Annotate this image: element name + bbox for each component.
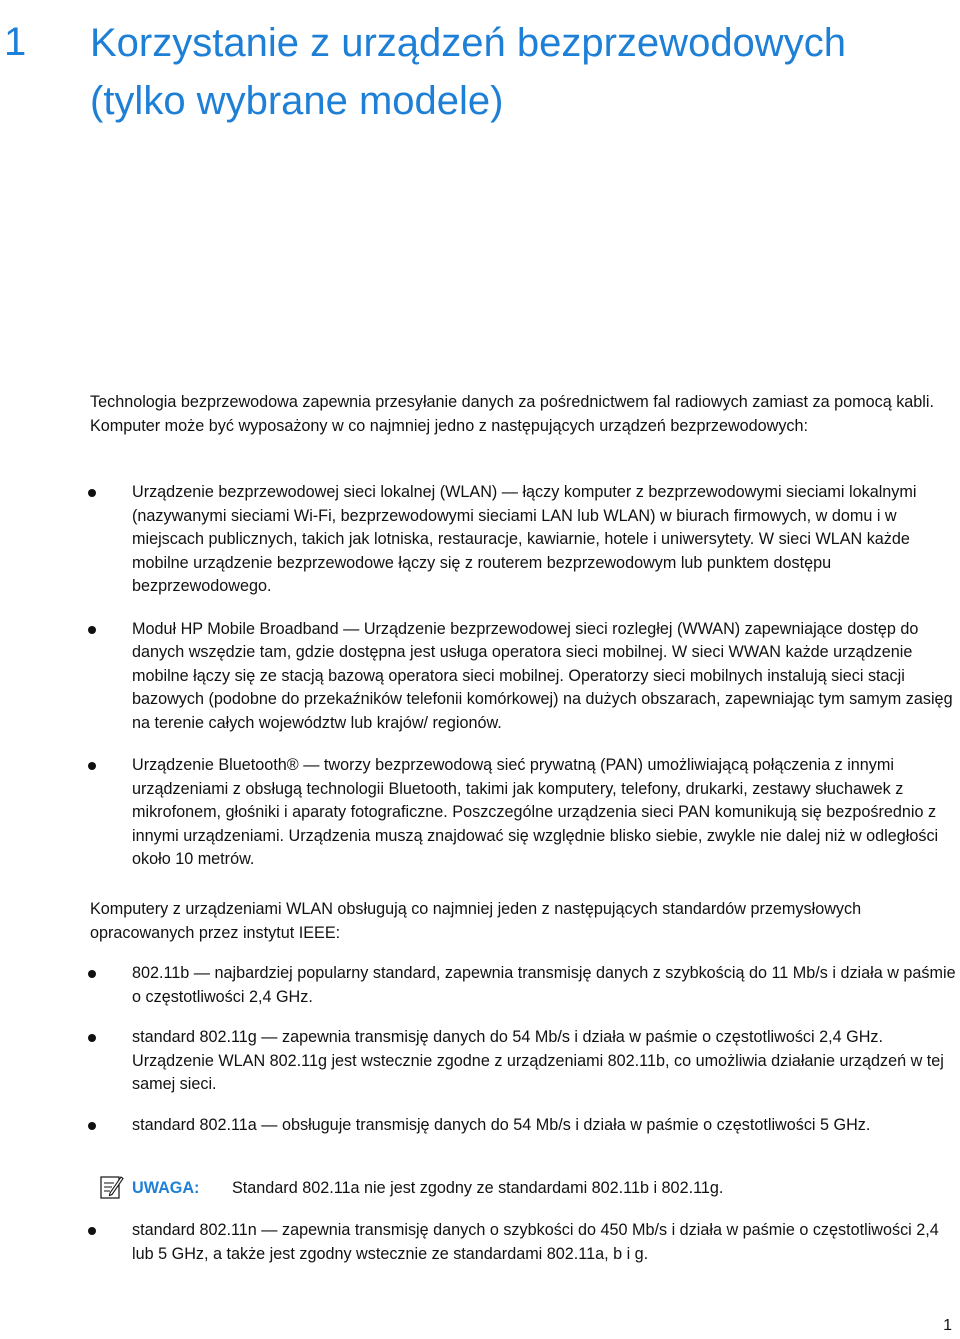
list-item: [0, 1114, 956, 1138]
note-label: UWAGA:: [132, 1179, 200, 1197]
bullet-icon: [88, 1034, 96, 1042]
bullet-icon: [88, 489, 96, 497]
list-item-text: 802.11b — najbardziej popularny standard, zapewnia transmisję danych z szybkością do 11 Mb/s i działa w paśmie o częstotliwości 2,4 GHz.: [132, 964, 956, 1006]
list-item-text: Urządzenie bezprzewodowej sieci lokalnej (WLAN) — łączy komputer z bezprzewodowymi sieciami lokalnymi (nazywanymi sieciami Wi-Fi, bezprzewodowymi sieciami LAN lub WLAN) w biurach firmowych, w domu i w miejscach publicznych, takich jak lotniska, restauracje, kawiarnie, hotele i uniwersytety. W sieci WLAN każde mobilne urządzenie bezprzewodowe łączy się z routerem bezprzewodowym lub punktem dostępu bezprzewodowego.: [132, 483, 917, 595]
list-item-text: Moduł HP Mobile Broadband — Urządzenie bezprzewodowej sieci rozległej (WWAN) zapewniające dostęp do danych wszędzie tam, gdzie dostępna jest usługa operatora sieci mobilnej. W sieci WWAN każde urządzenie mobilne łączy się ze stacją bazową operatora sieci mobilnej. Operatorzy sieci mobilnych instalują sieci stacji bazowych (podobne do przekaźników telefonii komórkowej) na dużych obszarach, zapewniając tym samym zasięg na terenie całych województw lub krajów/ regionów.: [132, 619, 953, 732]
chapter-number: 1: [4, 20, 27, 64]
note-box: [100, 1174, 920, 1202]
list-item: [0, 1026, 956, 1097]
note-text: Standard 802.11a nie jest zgodny ze standardami 802.11b i 802.11g.: [232, 1179, 724, 1197]
note-pencil-icon: [100, 1174, 124, 1200]
list-item: [0, 962, 956, 1009]
bullet-icon: [88, 626, 96, 634]
list-item: [0, 1219, 956, 1266]
list-item: [0, 618, 956, 736]
standards-intro-paragraph: Komputery z urządzeniami WLAN obsługują co najmniej jeden z następujących standardów przemysłowych opracowanych przez instytut IEEE:: [90, 900, 862, 942]
list-item: [0, 754, 956, 872]
standards-list: [0, 962, 960, 1137]
bullet-icon: [88, 970, 96, 978]
list-item-text: standard 802.11n — zapewnia transmisję danych o szybkości do 450 Mb/s i działa w paśmie o częstotliwości 2,4 lub 5 GHz, a także jest zgodny wstecznie ze standardami 802.11a, b i g.: [132, 1221, 939, 1263]
list-item-text: standard 802.11g — zapewnia transmisję danych do 54 Mb/s i działa w paśmie o częstotliwości 2,4 GHz. Urządzenie WLAN 802.11g jest wstecznie zgodne z urządzeniami 802.11b, co umożliwia działanie urządzeń w tej samej sieci.: [132, 1028, 944, 1093]
bullet-icon: [88, 1227, 96, 1235]
list-item-text: Urządzenie Bluetooth® — tworzy bezprzewodową sieć prywatną (PAN) umożliwiającą połączenia z innymi urządzeniami z obsługą technologii Bluetooth, takimi jak komputery, telefony, drukarki, zestawy słuchawek z mikrofonem, głośniki i aparaty fotograficzne. Poszczególne urządzenia sieci PAN komunikują się bezpośrednio z innymi urządzeniami. Urządzenia muszą znajdować się względnie blisko siebie, zwykle nie dalej niż w odległości około 10 metrów.: [132, 756, 939, 868]
list-item-text: standard 802.11a — obsługuje transmisję danych do 54 Mb/s i działa w paśmie o częstotliwości 5 GHz.: [132, 1115, 871, 1134]
bullet-icon: [88, 762, 96, 770]
chapter-title: Korzystanie z urządzeń bezprzewodowych (tylko wybrane modele): [90, 21, 846, 123]
standards-list-continued: [0, 1219, 960, 1266]
device-list: [0, 481, 960, 872]
intro-paragraph: Technologia bezprzewodowa zapewnia przesyłanie danych za pośrednictwem fal radiowych zamiast za pomocą kabli. Komputer może być wyposażony w co najmniej jedno z następujących urządzeń bezprzewodowych:: [90, 393, 934, 435]
bullet-icon: [88, 1122, 96, 1130]
page-number: 1: [943, 1317, 952, 1334]
list-item: [0, 481, 956, 599]
